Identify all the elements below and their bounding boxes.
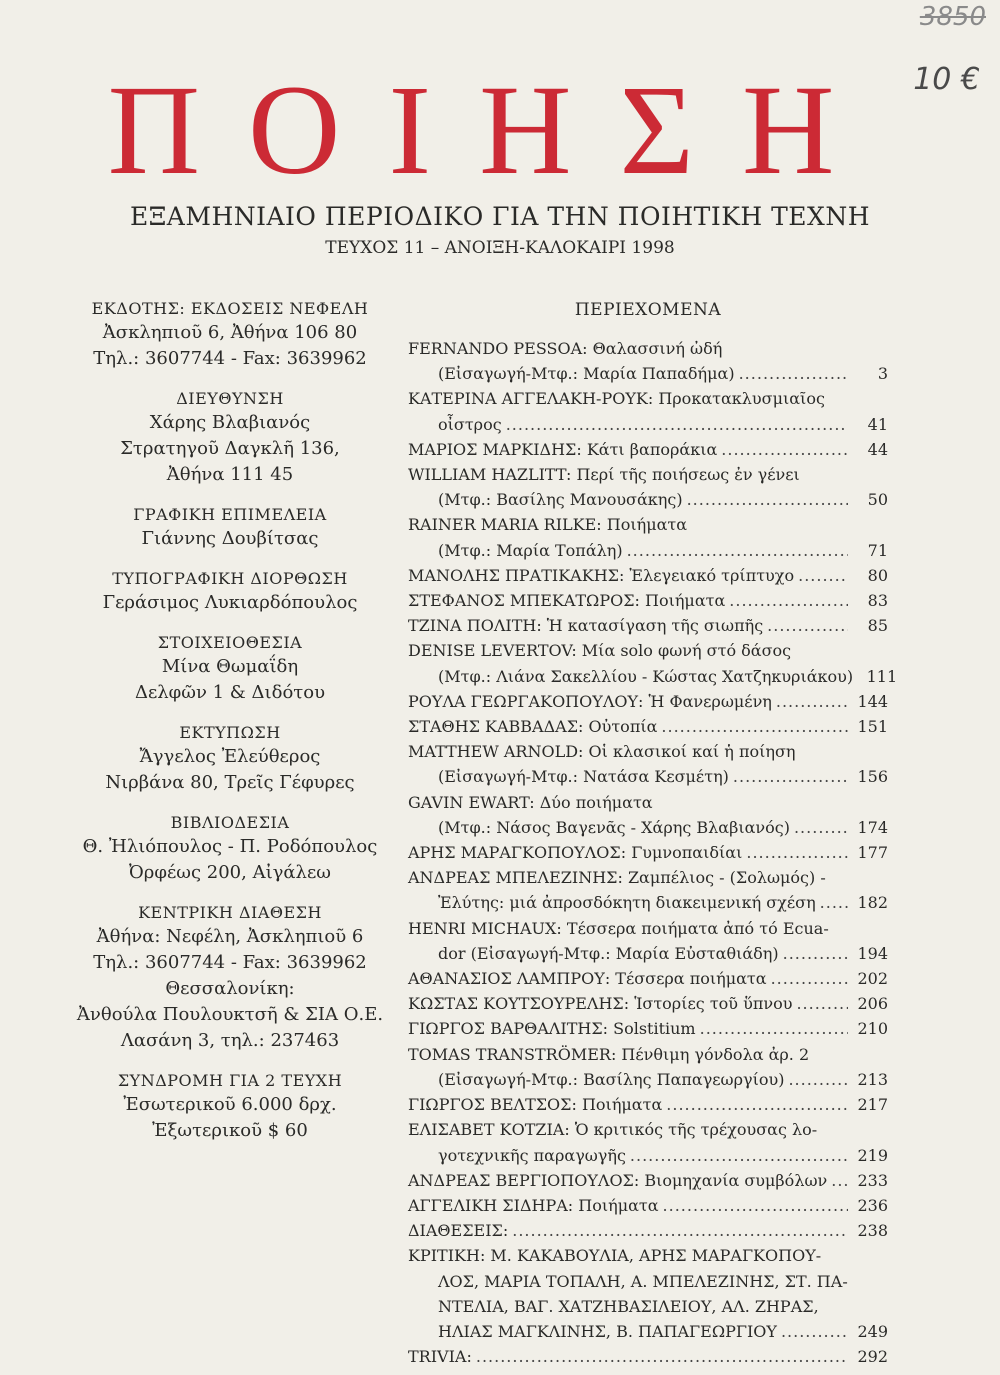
contents-page-number: 238 bbox=[857, 1221, 888, 1241]
contents-entry-title: WILLIAM HAZLITT: Περί τῆς ποιήσεως ἐν γένει bbox=[408, 465, 800, 485]
contents-entry-line bbox=[408, 1042, 888, 1067]
contents-entry bbox=[408, 512, 888, 562]
contents-entry bbox=[408, 1218, 888, 1243]
contents-entry bbox=[408, 790, 888, 840]
contents-page-number: 151 bbox=[857, 717, 888, 737]
contents-page-number: 83 bbox=[867, 591, 888, 611]
colophon-line: Τηλ.: 3607744 - Fax: 3639962 bbox=[93, 348, 367, 369]
dot-leader bbox=[776, 689, 848, 714]
contents-entry-line bbox=[408, 764, 888, 789]
contents-page-number: 202 bbox=[857, 969, 888, 989]
dot-leader bbox=[666, 1092, 848, 1117]
contents-page-number: 177 bbox=[857, 843, 888, 863]
colophon-line: Στρατηγοῦ Δαγκλῆ 136, bbox=[120, 438, 340, 459]
contents-page-number: 111 bbox=[866, 666, 898, 686]
contents-entry-line bbox=[408, 1193, 888, 1218]
contents-entry-continuation: ΗΛΙΑΣ ΜΑΓΚΛΙΝΗΣ, Β. ΠΑΠΑΓΕΩΡΓΙΟΥ bbox=[438, 1321, 777, 1341]
colophon-line: Δελφῶν 1 & Διδότου bbox=[134, 682, 326, 703]
contents-entry-title: ΜΑΝΟΛΗΣ ΠΡΑΤΙΚΑΚΗΣ: Ἐλεγειακό τρίπτυχο bbox=[408, 565, 795, 585]
contents-entry-title: FERNANDO PESSOA: Θαλασσινή ὠδή bbox=[408, 339, 723, 358]
contents-page-number: 236 bbox=[857, 1195, 888, 1215]
contents-entry-line bbox=[408, 689, 888, 714]
contents-entry bbox=[408, 613, 888, 638]
dot-leader bbox=[661, 714, 848, 739]
colophon-heading: ΤΥΠΟΓΡΑΦΙΚΗ ΔΙΟΡΘΩΣΗ bbox=[112, 569, 348, 588]
contents-entry-continuation: ΛΟΣ, ΜΑΡΙΑ ΤΟΠΑΛΗ, Α. ΜΠΕΛΕΖΙΝΗΣ, ΣΤ. ΠΑ- bbox=[438, 1271, 848, 1291]
contents-entry bbox=[408, 840, 888, 865]
contents-page-number: 210 bbox=[857, 1019, 888, 1039]
contents-entry bbox=[408, 1092, 888, 1117]
contents-entry-title: ΚΡΙΤΙΚΗ: Μ. ΚΑΚΑΒΟΥΛΙΑ, ΑΡΗΣ ΜΑΡΑΓΚΟΠΟΥ- bbox=[408, 1246, 822, 1266]
contents-entry-line bbox=[408, 1269, 888, 1294]
contents-entry-line bbox=[408, 462, 888, 487]
contents-entry-line bbox=[408, 790, 888, 815]
contents-entry bbox=[408, 1193, 888, 1218]
colophon-line: Μίνα Θωμαΐδη bbox=[161, 656, 299, 677]
contents-entry-title: DENISE LEVERTOV: Μία solo φωνή στό δάσος bbox=[408, 641, 792, 661]
dot-leader bbox=[733, 764, 848, 789]
contents-entry-title: ΣΤΑΘΗΣ ΚΑΒΒΑΔΑΣ: Οὐτοπία bbox=[408, 717, 658, 737]
contents-entry-continuation: Ἐλύτης: μιά ἀπροσδόκητη διακειμενική σχέση bbox=[438, 893, 816, 913]
contents-page-number: 233 bbox=[857, 1170, 888, 1190]
colophon-section bbox=[60, 298, 400, 372]
colophon-line: Τηλ.: 3607744 - Fax: 3639962 bbox=[93, 952, 367, 973]
colophon-heading: ΕΚΤΥΠΩΣΗ bbox=[179, 723, 281, 742]
contents-entry bbox=[408, 1168, 888, 1193]
contents-entry-title: GAVIN EWART: Δύο ποιήματα bbox=[408, 792, 653, 812]
dot-leader bbox=[820, 890, 848, 915]
colophon-heading: ΓΡΑΦΙΚΗ ΕΠΙΜΕΛΕΙΑ bbox=[133, 505, 327, 524]
contents-entry-line bbox=[408, 1344, 888, 1369]
contents-page-number: 213 bbox=[857, 1069, 888, 1089]
contents-entry-continuation: (Μτφ.: Βασίλης Μανουσάκης) bbox=[438, 490, 683, 510]
dot-leader bbox=[783, 941, 848, 966]
dot-leader bbox=[663, 1193, 848, 1218]
dot-leader bbox=[506, 412, 848, 437]
colophon-column bbox=[60, 298, 400, 1160]
dot-leader bbox=[512, 1218, 848, 1243]
colophon-line: Ἀσκληπιοῦ 6, Ἀθήνα 106 80 bbox=[102, 322, 358, 343]
colophon-section bbox=[60, 1070, 400, 1144]
colophon-line: Λασάνη 3, τηλ.: 237463 bbox=[120, 1030, 340, 1051]
handwritten-note-number: 3850 bbox=[919, 2, 986, 32]
colophon-line: Ἀθήνα: Νεφέλη, Ἀσκληπιοῦ 6 bbox=[96, 926, 364, 947]
contents-page-number: 80 bbox=[867, 565, 888, 585]
dot-leader bbox=[630, 1143, 848, 1168]
contents-entry-title: ΓΙΩΡΓΟΣ ΒΕΛΤΣΟΣ: Ποιήματα bbox=[408, 1095, 663, 1115]
contents-entry-line bbox=[408, 1117, 888, 1142]
contents-entry-line bbox=[408, 815, 888, 840]
colophon-line: Γιάννης Δουβίτσας bbox=[141, 528, 319, 549]
contents-entry-title: ΕΛΙΣΑΒΕΤ ΚΟΤΖΙΑ: Ὁ κριτικός τῆς τρέχουσας λο- bbox=[408, 1120, 818, 1140]
contents-entry-title: RAINER MARIA RILKE: Ποιήματα bbox=[408, 515, 688, 535]
contents-entry-title: ΚΩΣΤΑΣ ΚΟΥΤΣΟΥΡΕΛΗΣ: Ἱστορίες τοῦ ὕπνου bbox=[408, 994, 793, 1014]
colophon-line: Ἀνθούλα Πουλουκτσῆ & ΣΙΑ Ο.Ε. bbox=[76, 1004, 384, 1025]
contents-entry-line bbox=[408, 714, 888, 739]
dot-leader bbox=[771, 966, 848, 991]
contents-entry-line bbox=[408, 1067, 888, 1092]
dot-leader bbox=[831, 1168, 848, 1193]
contents-entry-continuation: (Μτφ.: Νάσος Βαγενᾶς - Χάρης Βλαβιανός) bbox=[438, 817, 790, 837]
contents-entry-line bbox=[408, 386, 888, 411]
contents-entry-title: ΜΑΡΙΟΣ ΜΑΡΚΙΔΗΣ: Κάτι βαπoράκια bbox=[408, 439, 718, 459]
contents-entry bbox=[408, 1243, 888, 1344]
contents-entry bbox=[408, 739, 888, 789]
contents-entry-title: ΓΙΩΡΓΟΣ ΒΑΡΘΑΛΙΤΗΣ: Solstitium bbox=[408, 1019, 696, 1039]
contents-entry-continuation: (Μτφ.: Μαρία Τοπάλη) bbox=[438, 540, 623, 560]
contents-entry bbox=[408, 966, 888, 991]
colophon-line: Θ. Ἠλιόπουλος - Π. Ροδόπουλος bbox=[82, 836, 378, 857]
colophon-heading: ΔΙΕΥΘΥΝΣΗ bbox=[176, 389, 284, 408]
contents-entry-line bbox=[408, 1143, 888, 1168]
colophon-section bbox=[60, 902, 400, 1054]
contents-page-number: 219 bbox=[857, 1145, 888, 1165]
contents-page-number: 156 bbox=[857, 767, 888, 787]
dot-leader bbox=[796, 991, 848, 1016]
dot-leader bbox=[798, 563, 848, 588]
contents-entry-line bbox=[408, 613, 888, 638]
contents-entry bbox=[408, 588, 888, 613]
colophon-heading: ΣΤΟΙΧΕΙΟΘΕΣΙΑ bbox=[157, 633, 303, 652]
contents-entry-line bbox=[408, 1016, 888, 1041]
contents-entry-line bbox=[408, 664, 898, 689]
contents-page-number: 85 bbox=[867, 616, 888, 636]
dot-leader bbox=[627, 538, 848, 563]
colophon-line: Ὀρφέως 200, Αἰγάλεω bbox=[129, 862, 331, 883]
contents-entry-line bbox=[408, 966, 888, 991]
contents-entry-continuation: ΝΤΕΛΙΑ, ΒΑΓ. ΧΑΤΖΗΒΑΣΙΛΕΙΟΥ, ΑΛ. ΖΗΡΑΣ, bbox=[438, 1296, 819, 1316]
colophon-heading: ΣΥΝΔΡΟΜΗ ΓΙΑ 2 ΤΕΥΧΗ bbox=[117, 1071, 343, 1090]
colophon-line: Γεράσιμος Λυκιαρδόπουλος bbox=[102, 592, 358, 613]
contents-entry bbox=[408, 563, 888, 588]
contents-entry-line bbox=[408, 336, 888, 361]
contents-page-number: 44 bbox=[867, 439, 888, 459]
contents-entry-line bbox=[408, 361, 888, 386]
contents-entry bbox=[408, 1042, 888, 1092]
contents-entry-line bbox=[408, 916, 888, 941]
contents-page-number: 71 bbox=[867, 540, 888, 560]
contents-entry-line bbox=[408, 739, 888, 764]
contents-heading: ΠΕΡΙΕΧΟΜΕΝΑ bbox=[574, 300, 722, 320]
contents-entry-line bbox=[408, 941, 888, 966]
contents-entry-title: ΑΓΓΕΛΙΚΗ ΣΙΔΗΡΑ: Ποιήματα bbox=[408, 1195, 659, 1215]
dot-leader bbox=[700, 1016, 848, 1041]
contents-entry bbox=[408, 1344, 888, 1369]
contents-entry-continuation: (Εἰσαγωγή-Μτφ.: Νατάσα Κεσμέτη) bbox=[438, 767, 729, 787]
colophon-line: Θεσσαλονίκη: bbox=[165, 978, 295, 999]
contents-list bbox=[408, 336, 898, 1369]
contents-column bbox=[408, 298, 898, 1369]
contents-entry-title: HENRI MICHAUX: Τέσσερα ποιήματα ἀπό τό Ecua- bbox=[408, 918, 829, 938]
colophon-line: Ἄγγελος Ἐλεύθερος bbox=[139, 746, 321, 767]
contents-entry bbox=[408, 865, 888, 915]
contents-page-number: 144 bbox=[857, 691, 888, 711]
contents-entry-line bbox=[408, 890, 888, 915]
dot-leader bbox=[767, 613, 848, 638]
contents-entry-line bbox=[408, 1168, 888, 1193]
colophon-heading: ΒΙΒΛΙΟΔΕΣΙΑ bbox=[170, 813, 290, 832]
contents-entry-title: ΑΘΑΝΑΣΙΟΣ ΛΑΜΠΡΟΥ: Τέσσερα ποιήματα bbox=[408, 969, 767, 989]
dot-leader bbox=[781, 1319, 848, 1344]
contents-entry-line bbox=[408, 638, 888, 663]
contents-entry-line bbox=[408, 991, 888, 1016]
contents-entry bbox=[408, 336, 888, 386]
colophon-section bbox=[60, 504, 400, 552]
contents-page-number: 3 bbox=[877, 364, 888, 384]
contents-page-number: 174 bbox=[857, 817, 888, 837]
dot-leader bbox=[476, 1344, 848, 1369]
contents-entry-line bbox=[408, 1294, 888, 1319]
colophon-section bbox=[60, 568, 400, 616]
contents-entry bbox=[408, 638, 898, 688]
contents-entry-continuation: γοτεχνικῆς παραγωγῆς bbox=[438, 1145, 626, 1165]
dot-leader bbox=[687, 487, 848, 512]
contents-entry-line bbox=[408, 1319, 888, 1344]
contents-entry bbox=[408, 1117, 888, 1167]
contents-entry-title: ΑΝΔΡΕΑΣ ΜΠΕΛΕΖΙΝΗΣ: Ζαμπέλιος - (Σολωμός) - bbox=[408, 868, 826, 888]
contents-entry-title: TRIVIA: bbox=[408, 1347, 472, 1367]
contents-entry-line bbox=[408, 437, 888, 462]
dot-leader bbox=[721, 437, 848, 462]
contents-entry-continuation: (Εἰσαγωγή-Μτφ.: Μαρία Παπαδήμα) bbox=[438, 364, 735, 384]
contents-entry-title: ΑΝΔΡΕΑΣ ΒΕΡΓΙΟΠΟΥΛΟΣ: Βιομηχανία συμβόλων bbox=[408, 1170, 828, 1190]
colophon-section bbox=[60, 388, 400, 488]
contents-entry-line bbox=[408, 588, 888, 613]
dot-leader bbox=[794, 815, 848, 840]
contents-page-number: 41 bbox=[867, 414, 888, 434]
contents-entry bbox=[408, 991, 888, 1016]
colophon-line: Ἀθήνα 111 45 bbox=[166, 464, 294, 485]
contents-entry-line bbox=[408, 840, 888, 865]
contents-entry-title: TOMAS TRANSTRÖMER: Πένθιμη γόνδολα ἀρ. 2 bbox=[408, 1044, 810, 1064]
contents-entry-line bbox=[408, 512, 888, 537]
dot-leader bbox=[746, 840, 848, 865]
contents-entry-continuation: οἶστρος bbox=[438, 414, 502, 434]
contents-entry-title: MATTHEW ARNOLD: Οἱ κλασικοί καί ἡ ποίηση bbox=[408, 742, 796, 762]
contents-page-number: 182 bbox=[857, 893, 888, 913]
colophon-section bbox=[60, 722, 400, 796]
contents-entry-line bbox=[408, 563, 888, 588]
contents-entry-line bbox=[408, 538, 888, 563]
contents-entry-title: ΑΡΗΣ ΜΑΡΑΓΚΟΠΟΥΛΟΣ: Γυμνοπαιδίαι bbox=[408, 843, 743, 863]
contents-page-number: 292 bbox=[857, 1347, 888, 1367]
contents-entry-line bbox=[408, 1218, 888, 1243]
contents-entry bbox=[408, 689, 888, 714]
colophon-heading: ΕΚΔΟΤΗΣ: ΕΚΔΟΣΕΙΣ ΝΕΦΕΛΗ bbox=[91, 299, 369, 318]
contents-entry-line bbox=[408, 1092, 888, 1117]
contents-entry-line bbox=[408, 1243, 888, 1268]
contents-entry bbox=[408, 386, 888, 436]
colophon-line: Ἐσωτερικοῦ 6.000 δρχ. bbox=[123, 1094, 337, 1115]
contents-entry bbox=[408, 714, 888, 739]
contents-entry-line bbox=[408, 865, 888, 890]
contents-page-number: 50 bbox=[867, 490, 888, 510]
dot-leader bbox=[729, 588, 848, 613]
contents-entry-title: ΤΖΙΝΑ ΠΟΛΙΤΗ: Ἡ κατασίγαση τῆς σιωπῆς bbox=[408, 616, 764, 636]
contents-page-number: 249 bbox=[857, 1321, 888, 1341]
colophon-line: Νιρβάνα 80, Τρεῖς Γέφυρες bbox=[105, 772, 355, 793]
contents-page-number: 217 bbox=[857, 1095, 888, 1115]
contents-entry-title: ΚΑΤΕΡΙΝΑ ΑΓΓΕΛΑΚΗ-ΡΟΥΚ: Προκατακλυσμιαῖος bbox=[408, 389, 825, 409]
contents-entry bbox=[408, 462, 888, 512]
contents-entry bbox=[408, 437, 888, 462]
contents-entry-continuation: (Μτφ.: Λιάνα Σακελλίου - Κώστας Χατζηκυριάκου) bbox=[438, 666, 854, 686]
magazine-title: ΠΟΙΗΣΗ bbox=[107, 59, 883, 201]
colophon-heading: ΚΕΝΤΡΙΚΗ ΔΙΑΘΕΣΗ bbox=[138, 903, 322, 922]
contents-entry-title: ΔΙΑΘΕΣΕΙΣ: bbox=[408, 1221, 509, 1241]
contents-entry-continuation: (Εἰσαγωγή-Μτφ.: Βασίλης Παπαγεωργίου) bbox=[438, 1069, 785, 1089]
colophon-line: Ἐξωτερικοῦ $ 60 bbox=[152, 1120, 308, 1141]
contents-entry-title: ΣΤΕΦΑΝΟΣ ΜΠΕΚΑΤΩΡΟΣ: Ποιήματα bbox=[408, 591, 726, 611]
contents-page-number: 206 bbox=[857, 994, 888, 1014]
contents-entry-line bbox=[408, 412, 888, 437]
contents-entry bbox=[408, 916, 888, 966]
contents-page-number: 194 bbox=[857, 943, 888, 963]
magazine-subtitle: ΕΞΑΜΗΝΙΑΙΟ ΠΕΡΙΟΔΙΚΟ ΓΙΑ ΤΗΝ ΠΟΙΗΤΙΚΗ ΤΕΧΝΗ bbox=[129, 202, 871, 231]
colophon-section bbox=[60, 812, 400, 886]
contents-entry-title: ΡΟΥΛΑ ΓΕΩΡΓΑΚΟΠΟΥΛΟΥ: Ἡ Φανερωμένη bbox=[408, 691, 772, 711]
contents-entry bbox=[408, 1016, 888, 1041]
contents-entry-continuation: dor (Εἰσαγωγή-Μτφ.: Μαρία Εὐσταθιάδη) bbox=[438, 943, 779, 963]
colophon-section bbox=[60, 632, 400, 706]
dot-leader bbox=[788, 1067, 848, 1092]
handwritten-price: 10 € bbox=[913, 62, 980, 97]
issue-line: ΤΕΥΧΟΣ 11 – ΑΝΟΙΞΗ-ΚΑΛΟΚΑΙΡΙ 1998 bbox=[325, 238, 675, 258]
dot-leader bbox=[739, 361, 848, 386]
colophon-line: Χάρης Βλαβιανός bbox=[149, 412, 311, 433]
contents-entry-line bbox=[408, 487, 888, 512]
